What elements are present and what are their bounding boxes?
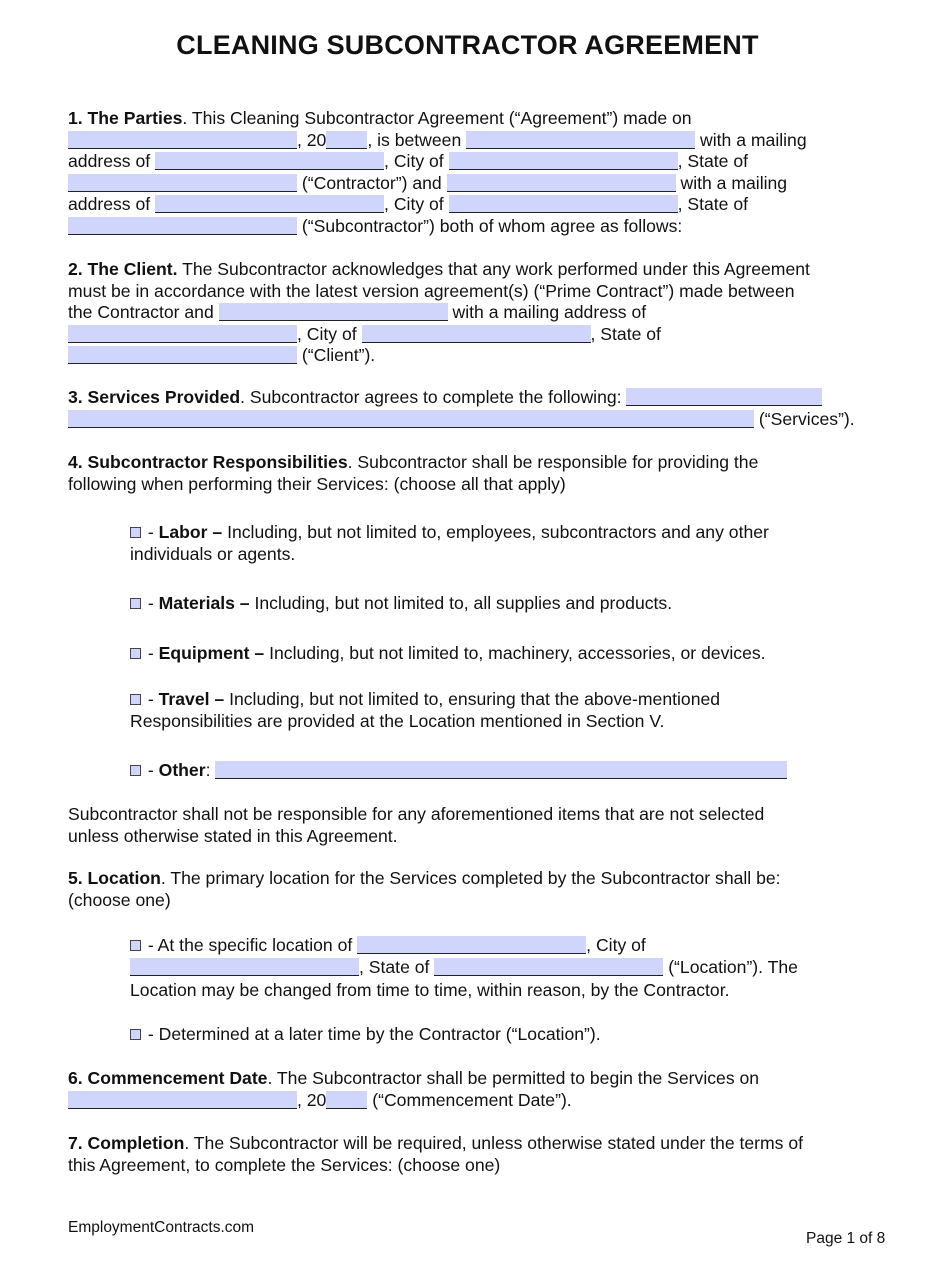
later-location-checkbox[interactable] xyxy=(130,1029,141,1040)
option-label: Labor – xyxy=(158,522,223,542)
option-materials: - Materials – Including, but not limited to, all supplies and products. xyxy=(130,593,672,615)
commencement-year-field[interactable] xyxy=(326,1091,367,1109)
option-label: Other xyxy=(158,760,206,780)
materials-checkbox[interactable] xyxy=(130,598,141,609)
client-state-field[interactable] xyxy=(68,346,297,364)
option-text: individuals or agents. xyxy=(130,543,296,564)
section-heading: 6. Commencement Date xyxy=(68,1068,268,1088)
option-specific-location xyxy=(130,935,798,1001)
section-text: , State of xyxy=(677,151,748,172)
section-heading: 2. The Client. xyxy=(68,259,178,279)
section-heading: 7. Completion xyxy=(68,1133,185,1153)
option-equipment: - Equipment – Including, but not limited to, machinery, accessories, or devices. xyxy=(130,643,766,665)
option-label: Travel – xyxy=(158,689,225,709)
services-field-continued[interactable] xyxy=(68,410,754,428)
subcontractor-state-field[interactable] xyxy=(68,217,297,235)
section-text: (“Subcontractor”) both of whom agree as follows: xyxy=(301,215,683,236)
services-field[interactable] xyxy=(626,388,822,406)
agreement-year-field[interactable] xyxy=(326,131,367,149)
client-address-field[interactable] xyxy=(68,325,297,343)
location-address-field[interactable] xyxy=(357,936,586,954)
section-text: . The primary location for the Services completed by the Subcontractor shall be: xyxy=(160,868,781,888)
section-heading: 1. The Parties xyxy=(68,108,183,128)
section-text: The Subcontractor acknowledges that any work performed under this Agreement xyxy=(177,259,810,279)
contractor-state-field[interactable] xyxy=(68,174,297,192)
section-text: , City of xyxy=(384,194,444,215)
section-text: . The Subcontractor will be required, unless otherwise stated under the terms of xyxy=(184,1133,804,1153)
section-text: with a mailing xyxy=(680,172,788,193)
page-number: Page 1 of 8 xyxy=(806,1230,886,1247)
option-later-location xyxy=(130,1024,601,1046)
section-text: . Subcontractor shall be responsible for providing the xyxy=(347,452,759,472)
section-parties xyxy=(68,108,807,238)
subcontractor-city-field[interactable] xyxy=(449,195,678,213)
section-text: . This Cleaning Subcontractor Agreement (“Agreement”) made on xyxy=(182,108,692,128)
section-location xyxy=(68,868,781,911)
option-text: Including, but not limited to, employees, subcontractors and any other xyxy=(222,522,769,542)
labor-checkbox[interactable] xyxy=(130,527,141,538)
section-text: , is between xyxy=(367,129,462,150)
agreement-date-field[interactable] xyxy=(68,131,297,149)
client-name-field[interactable] xyxy=(219,303,448,321)
section-text: , State of xyxy=(590,323,661,344)
option-text: Including, but not limited to, all supplies and products. xyxy=(249,593,673,613)
section-text: with a mailing address of xyxy=(452,302,647,323)
section-text: with a mailing xyxy=(700,129,807,150)
section-text: , City of xyxy=(384,151,444,172)
section-text: (“Services”). xyxy=(758,408,855,429)
section-text: Subcontractor shall not be responsible for any aforementioned items that are not selected xyxy=(68,804,765,824)
section-text: , 20 xyxy=(297,129,327,150)
option-text: (“Location”). The xyxy=(668,957,798,978)
other-field[interactable] xyxy=(215,761,787,779)
section-responsibilities xyxy=(68,452,758,495)
footer-site: EmploymentContracts.com xyxy=(68,1219,255,1236)
contractor-address-field[interactable] xyxy=(155,152,384,170)
section-text: (choose one) xyxy=(68,889,171,910)
contractor-city-field[interactable] xyxy=(449,152,678,170)
section-text: following when performing their Services: (choose all that apply) xyxy=(68,473,566,494)
responsibilities-closing xyxy=(68,804,764,847)
option-text: Including, but not limited to, machinery, accessories, or devices. xyxy=(264,643,766,663)
other-checkbox[interactable] xyxy=(130,765,141,776)
option-label: Equipment – xyxy=(158,643,265,663)
client-city-field[interactable] xyxy=(362,325,591,343)
section-text: the Contractor and xyxy=(68,302,214,323)
subcontractor-name-field[interactable] xyxy=(447,174,676,192)
location-state-field[interactable] xyxy=(434,958,663,976)
section-text: (“Commencement Date”). xyxy=(372,1089,572,1110)
section-client xyxy=(68,259,810,367)
location-city-field[interactable] xyxy=(130,958,359,976)
option-text: , City of xyxy=(586,935,646,955)
section-text: address of xyxy=(68,151,151,172)
section-heading: 3. Services Provided xyxy=(68,387,241,407)
option-text: - Determined at a later time by the Contractor (“Location”). xyxy=(143,1024,601,1044)
section-text: must be in accordance with the latest version agreement(s) (“Prime Contract”) made between xyxy=(68,280,795,301)
section-text: . The Subcontractor shall be permitted to begin the Services on xyxy=(267,1068,760,1088)
section-text: , City of xyxy=(297,323,357,344)
section-text: . Subcontractor agrees to complete the following: xyxy=(240,387,622,407)
section-text: , 20 xyxy=(297,1089,327,1110)
option-other: - Other: xyxy=(130,760,787,782)
section-text: unless otherwise stated in this Agreement. xyxy=(68,825,398,846)
subcontractor-address-field[interactable] xyxy=(155,195,384,213)
travel-checkbox[interactable] xyxy=(130,694,141,705)
option-text: Responsibilities are provided at the Location mentioned in Section V. xyxy=(130,710,665,731)
section-heading: 4. Subcontractor Responsibilities xyxy=(68,452,348,472)
section-text: , State of xyxy=(677,194,748,215)
option-text: Location may be changed from time to time, within reason, by the Contractor. xyxy=(130,979,730,1000)
option-text: - At the specific location of xyxy=(143,935,353,955)
specific-location-checkbox[interactable] xyxy=(130,940,141,951)
document-title: CLEANING SUBCONTRACTOR AGREEMENT xyxy=(176,30,759,60)
option-text: , State of xyxy=(359,957,430,978)
equipment-checkbox[interactable] xyxy=(130,648,141,659)
section-text: this Agreement, to complete the Services: (choose one) xyxy=(68,1154,501,1175)
section-heading: 5. Location xyxy=(68,868,161,888)
section-completion xyxy=(68,1133,803,1176)
section-text: (“Contractor”) and xyxy=(301,172,442,193)
section-text: address of xyxy=(68,194,151,215)
commencement-date-field[interactable] xyxy=(68,1091,297,1109)
option-travel: - Travel – Including, but not limited to, ensuring that the above-mentioned Responsibilities are provided at the Location mentioned in Section V. xyxy=(130,689,721,731)
option-label: Materials – xyxy=(158,593,250,613)
option-labor: - Labor – Including, but not limited to, employees, subcontractors and any other individuals or agents. xyxy=(130,522,769,564)
section-commencement xyxy=(68,1068,759,1111)
contractor-name-field[interactable] xyxy=(466,131,695,149)
option-text: Including, but not limited to, ensuring that the above-mentioned xyxy=(224,689,721,709)
section-services xyxy=(68,387,855,430)
section-text: (“Client”). xyxy=(301,345,376,366)
